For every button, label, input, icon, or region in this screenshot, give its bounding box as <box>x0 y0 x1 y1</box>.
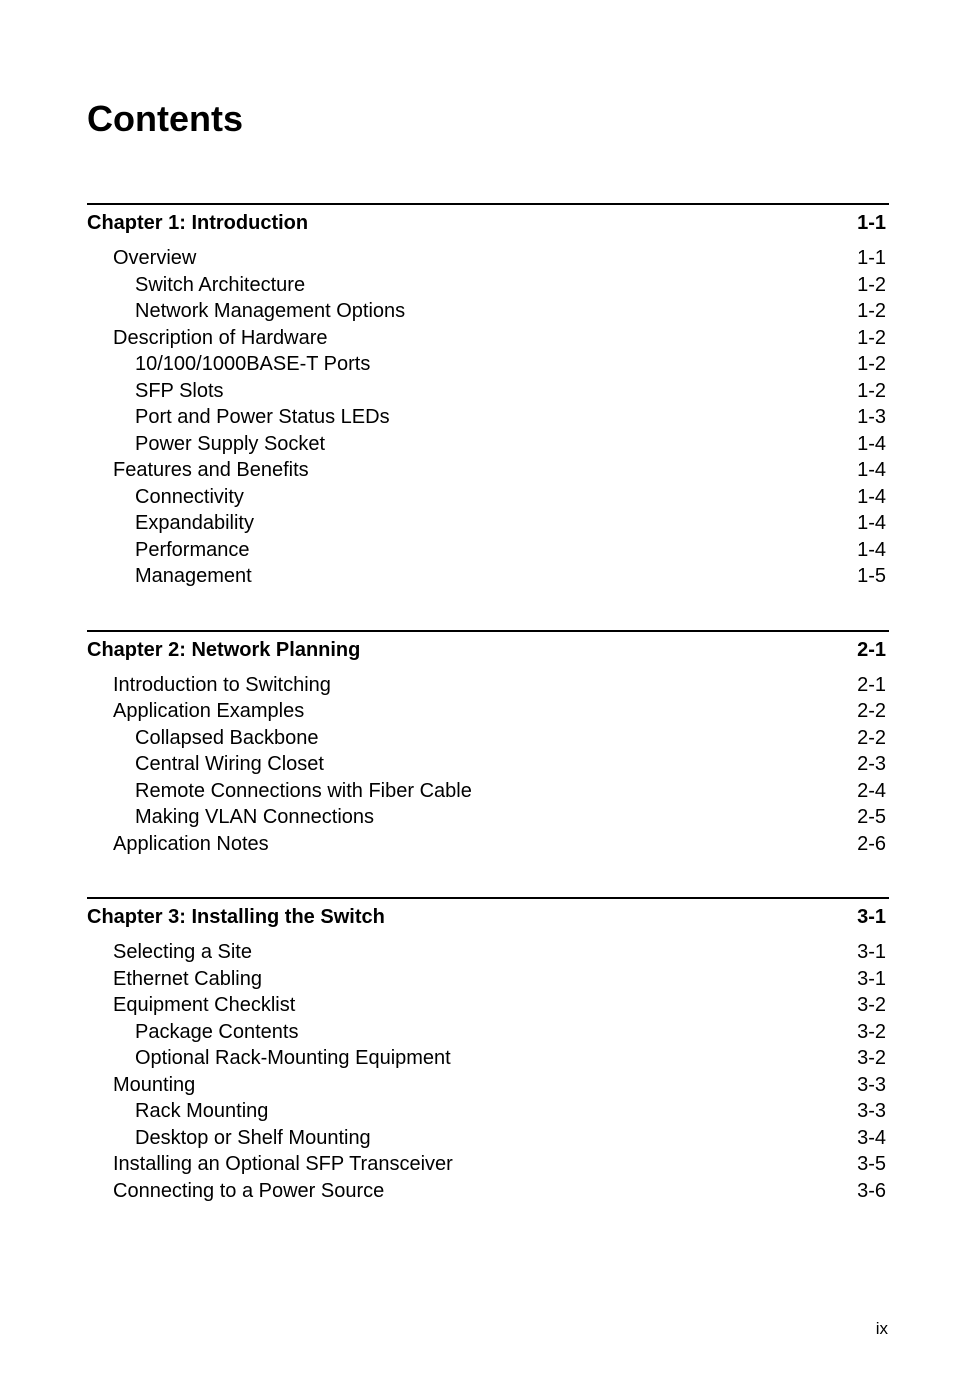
toc-entry[interactable] <box>87 537 889 564</box>
toc-entry-label: Port and Power Status LEDs <box>135 406 390 428</box>
toc-entry-page: 2-5 <box>857 806 886 828</box>
chapter-heading[interactable] <box>87 899 889 931</box>
toc-entry[interactable] <box>87 939 889 966</box>
toc-entry-page: 3-3 <box>857 1100 886 1122</box>
toc-entry-page: 3-2 <box>857 994 886 1016</box>
toc-entry[interactable] <box>87 725 889 752</box>
toc-entry[interactable] <box>87 272 889 299</box>
chapter-entries <box>87 672 889 858</box>
toc-entry[interactable] <box>87 831 889 858</box>
toc-entry-page: 1-4 <box>857 538 886 561</box>
chapter-2 <box>87 630 889 858</box>
toc-entry[interactable] <box>87 484 889 511</box>
table-of-contents <box>87 203 889 1244</box>
toc-entry-label: Optional Rack-Mounting Equipment <box>135 1047 451 1069</box>
toc-entry[interactable] <box>87 1151 889 1178</box>
toc-entry-page: 3-4 <box>857 1126 886 1149</box>
toc-entry[interactable] <box>87 778 889 805</box>
toc-entry-page: 3-1 <box>857 941 886 963</box>
toc-entry[interactable] <box>87 325 889 352</box>
toc-entry-page: 1-1 <box>857 247 886 269</box>
toc-entry-label: Power Supply Socket <box>135 432 326 455</box>
chapter-heading[interactable] <box>87 205 889 237</box>
toc-entry-label: Collapsed Backbone <box>135 726 319 749</box>
chapter-title: Chapter 2: Network Planning <box>87 638 361 661</box>
toc-entry[interactable] <box>87 751 889 778</box>
toc-entry-label: Ethernet Cabling <box>113 967 262 990</box>
toc-entry-label: Expandability <box>135 512 254 534</box>
toc-entry-label: Features and Benefits <box>113 459 309 481</box>
toc-entry-label: SFP Slots <box>135 379 224 402</box>
chapter-page: 2-1 <box>857 638 886 661</box>
toc-entry-label: Description of Hardware <box>113 326 328 349</box>
toc-entry-label: Rack Mounting <box>135 1100 269 1122</box>
toc-entry[interactable] <box>87 404 889 431</box>
toc-entry[interactable] <box>87 431 889 458</box>
toc-entry-label: Introduction to Switching <box>113 673 331 696</box>
toc-entry-label: Making VLAN Connections <box>135 806 375 828</box>
toc-entry[interactable] <box>87 1178 889 1205</box>
toc-entry-page: 2-6 <box>857 832 886 855</box>
toc-entry[interactable] <box>87 1019 889 1046</box>
toc-entry-label: Application Notes <box>113 832 269 855</box>
chapter-entries <box>87 939 889 1204</box>
toc-entry-label: Switch Architecture <box>135 273 306 296</box>
page-title: Contents <box>87 98 243 139</box>
toc-entry[interactable] <box>87 245 889 272</box>
chapter-title: Chapter 3: Installing the Switch <box>87 906 385 928</box>
toc-entry-label: Remote Connections with Fiber Cable <box>135 779 472 802</box>
toc-entry-label: Network Management Options <box>135 300 406 322</box>
toc-entry-label: Central Wiring Closet <box>135 753 324 775</box>
toc-entry-page: 1-2 <box>857 379 886 402</box>
toc-entry[interactable] <box>87 1098 889 1125</box>
toc-entry-page: 1-4 <box>857 512 886 534</box>
toc-entry-page: 2-1 <box>857 673 886 696</box>
chapter-page: 3-1 <box>857 906 886 928</box>
toc-entry-page: 1-4 <box>857 485 886 508</box>
toc-entry-label: Desktop or Shelf Mounting <box>135 1126 371 1149</box>
toc-entry-label: Connecting to a Power Source <box>113 1179 385 1202</box>
toc-entry[interactable] <box>87 378 889 405</box>
toc-entry[interactable] <box>87 1125 889 1152</box>
chapter-page: 1-1 <box>857 212 886 234</box>
toc-entry-page: 2-2 <box>857 726 886 749</box>
chapter-entries <box>87 245 889 590</box>
toc-entry[interactable] <box>87 298 889 325</box>
toc-entry-label: Mounting <box>113 1073 196 1096</box>
page-number: ix <box>875 1319 888 1338</box>
toc-entry-label: Application Examples <box>113 700 305 722</box>
chapter-heading[interactable] <box>87 632 889 664</box>
toc-entry-page: 3-2 <box>857 1020 886 1043</box>
toc-entry-page: 2-4 <box>857 779 886 802</box>
chapter-1 <box>87 203 889 590</box>
toc-entry[interactable] <box>87 804 889 831</box>
toc-entry[interactable] <box>87 563 889 590</box>
toc-entry-page: 1-4 <box>857 432 886 455</box>
toc-entry-label: Management <box>135 565 252 587</box>
toc-entry[interactable] <box>87 966 889 993</box>
toc-entry-label: Performance <box>135 538 250 561</box>
toc-entry-label: Connectivity <box>135 485 244 508</box>
toc-entry-label: Equipment Checklist <box>113 994 296 1016</box>
toc-entry-page: 1-3 <box>857 406 886 428</box>
toc-entry[interactable] <box>87 698 889 725</box>
toc-entry-page: 2-3 <box>857 753 886 775</box>
toc-entry-page: 3-2 <box>857 1047 886 1069</box>
toc-entry[interactable] <box>87 510 889 537</box>
toc-entry-page: 1-2 <box>857 300 886 322</box>
toc-entry-page: 3-5 <box>857 1153 886 1175</box>
toc-entry-page: 3-1 <box>857 967 886 990</box>
toc-entry-page: 1-5 <box>857 565 886 587</box>
toc-entry[interactable] <box>87 457 889 484</box>
chapter-3 <box>87 897 889 1204</box>
toc-entry-page: 3-6 <box>857 1179 886 1202</box>
toc-entry-page: 1-2 <box>857 353 886 375</box>
toc-entry-page: 1-4 <box>857 459 886 481</box>
toc-entry[interactable] <box>87 672 889 699</box>
toc-entry-label: Selecting a Site <box>113 941 252 963</box>
toc-entry-label: Overview <box>113 247 197 269</box>
toc-entry-page: 1-2 <box>857 326 886 349</box>
toc-entry-page: 1-2 <box>857 273 886 296</box>
toc-entry-label: 10/100/1000BASE-T Ports <box>135 353 371 375</box>
toc-entry-page: 2-2 <box>857 700 886 722</box>
toc-entry[interactable] <box>87 351 889 378</box>
toc-entry[interactable] <box>87 992 889 1019</box>
toc-entry-page: 3-3 <box>857 1073 886 1096</box>
toc-entry-label: Package Contents <box>135 1020 299 1043</box>
toc-entry[interactable] <box>87 1045 889 1072</box>
toc-entry-label: Installing an Optional SFP Transceiver <box>113 1153 453 1175</box>
chapter-title: Chapter 1: Introduction <box>87 212 309 234</box>
toc-entry[interactable] <box>87 1072 889 1099</box>
